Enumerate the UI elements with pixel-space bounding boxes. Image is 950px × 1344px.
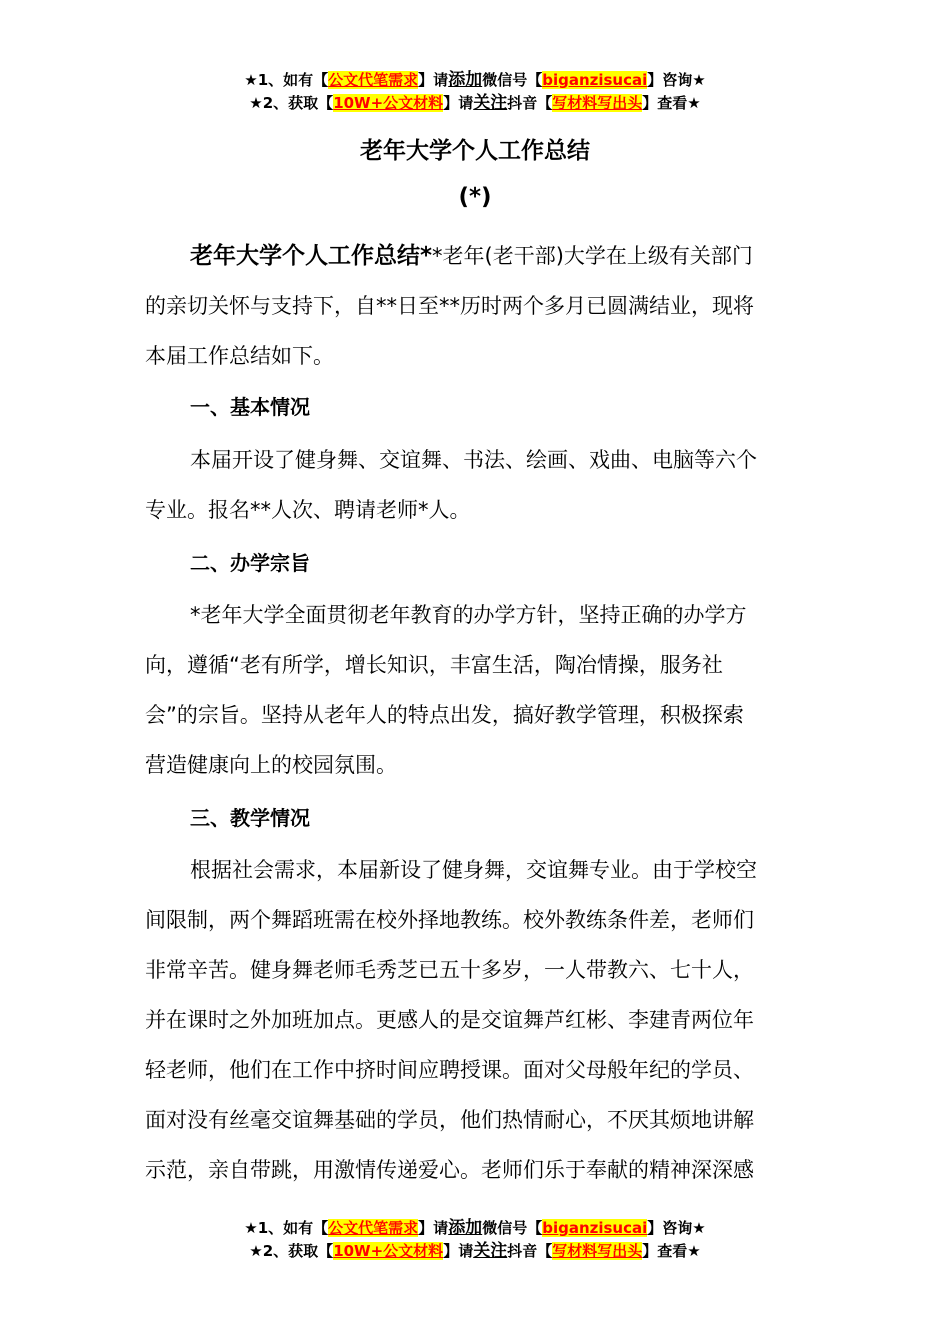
paragraph-line: 轻老师，他们在工作中挤时间应聘授课。面对父母般年纪的学员、 — [145, 1058, 754, 1082]
promo-text: ★2、获取【 — [249, 94, 334, 112]
promo-text: 抖音【 — [507, 94, 553, 112]
promo-highlight-douyin: 写材料写出头 — [552, 1242, 643, 1260]
intro-lead: 老年大学个人工作总结* — [190, 243, 433, 269]
promo-line-1 — [0, 69, 950, 92]
section-paragraph-basic — [145, 435, 805, 535]
promo-text: 】查看★ — [642, 94, 701, 112]
intro-line — [145, 231, 805, 281]
document-subtitle: (*) — [458, 184, 492, 210]
promo-highlight-service: 公文代笔需求 — [328, 71, 419, 89]
promo-highlight-service: 公文代笔需求 — [328, 1219, 419, 1237]
promo-banner-bottom — [0, 1217, 950, 1263]
section-heading-purpose: 二、办学宗旨 — [190, 551, 310, 575]
promo-line-2 — [0, 92, 950, 115]
promo-text: ★2、获取【 — [249, 1242, 334, 1260]
promo-text: 】咨询★ — [647, 1219, 706, 1237]
paragraph-line: 非常辛苦。健身舞老师毛秀芝已五十多岁，一人带教六、七十人， — [145, 958, 754, 982]
paragraph-line: 会”的宗旨。坚持从老年人的特点出发，搞好教学管理，积极探索 — [145, 703, 744, 727]
promo-banner-top — [0, 69, 950, 115]
promo-text: 】请 — [443, 1242, 474, 1260]
promo-emphasis: 关注 — [473, 1241, 508, 1261]
paragraph-line: 间限制，两个舞蹈班需在校外择地教练。校外教练条件差，老师们 — [145, 908, 754, 932]
promo-text: ★1、如有【 — [244, 71, 329, 89]
paragraph-line: 并在课时之外加班加点。更感人的是交谊舞芦红彬、李建青两位年 — [145, 1008, 754, 1032]
document-title: 老年大学个人工作总结 — [360, 138, 590, 164]
promo-text: 】查看★ — [642, 1242, 701, 1260]
intro-line: 本届工作总结如下。 — [145, 344, 334, 368]
paragraph-line: 专业。报名**人次、聘请老师*人。 — [145, 498, 471, 522]
section-heading-teaching: 三、教学情况 — [190, 806, 310, 830]
promo-line-2 — [0, 1240, 950, 1263]
promo-text: 抖音【 — [507, 1242, 553, 1260]
promo-highlight-wechat: biganzisucai — [542, 71, 648, 89]
intro-text: *老年(老干部)大学在上级有关部门 — [432, 244, 753, 268]
promo-text: ★1、如有【 — [244, 1219, 329, 1237]
promo-text: 】请 — [418, 1219, 449, 1237]
section-heading-basic: 一、基本情况 — [190, 395, 310, 419]
paragraph-line: *老年大学全面贯彻老年教育的办学方针，坚持正确的办学方 — [190, 603, 747, 627]
promo-emphasis: 添加 — [448, 70, 483, 90]
promo-text: 微信号【 — [482, 1219, 543, 1237]
section-paragraph-purpose — [145, 590, 805, 790]
paragraph-line: 本届开设了健身舞、交谊舞、书法、绘画、戏曲、电脑等六个 — [190, 448, 757, 472]
section-paragraph-teaching — [145, 845, 805, 1195]
promo-text: 】咨询★ — [647, 71, 706, 89]
paragraph-line: 面对没有丝毫交谊舞基础的学员，他们热情耐心，不厌其烦地讲解 — [145, 1108, 754, 1132]
paragraph-line: 根据社会需求，本届新设了健身舞，交谊舞专业。由于学校空 — [190, 858, 757, 882]
promo-highlight-materials: 10W+公文材料 — [333, 1242, 444, 1260]
promo-emphasis: 关注 — [473, 93, 508, 113]
promo-highlight-materials: 10W+公文材料 — [333, 94, 444, 112]
paragraph-line: 示范，亲自带跳，用激情传递爱心。老师们乐于奉献的精神深深感 — [145, 1158, 754, 1182]
promo-text: 】请 — [443, 94, 474, 112]
promo-text: 】请 — [418, 71, 449, 89]
paragraph-line: 营造健康向上的校园氛围。 — [145, 753, 397, 777]
promo-highlight-douyin: 写材料写出头 — [552, 94, 643, 112]
promo-emphasis: 添加 — [448, 1218, 483, 1238]
paragraph-line: 向，遵循“老有所学，增长知识，丰富生活，陶冶情操，服务社 — [145, 653, 723, 677]
intro-paragraph — [145, 231, 805, 381]
promo-text: 微信号【 — [482, 71, 543, 89]
promo-line-1 — [0, 1217, 950, 1240]
promo-highlight-wechat: biganzisucai — [542, 1219, 648, 1237]
intro-line: 的亲切关怀与支持下，自**日至**历时两个多月已圆满结业，现将 — [145, 294, 754, 318]
